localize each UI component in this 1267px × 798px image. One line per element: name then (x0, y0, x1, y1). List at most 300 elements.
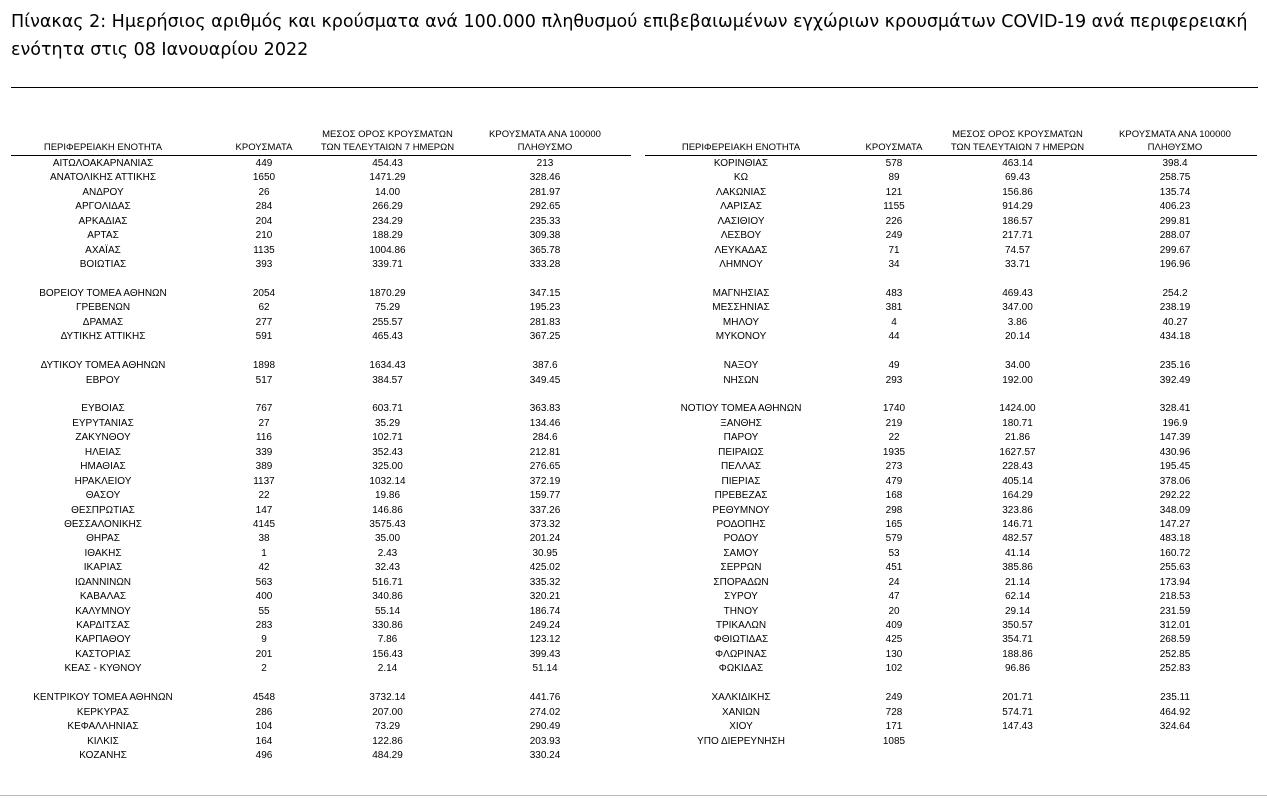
region-name-cell: ΛΗΜΝΟΥ (719, 259, 763, 271)
cases-cell: 53 (888, 547, 900, 559)
table-row (0, 215, 640, 229)
cases-cell: 104 (255, 721, 273, 733)
table-row (0, 532, 640, 546)
avg-7day-cell: 340.86 (372, 591, 403, 603)
per100k-cell: 281.83 (529, 316, 561, 328)
region-name-cell: ΗΡΑΚΛΕΙΟΥ (74, 475, 132, 487)
region-name-cell: ΘΗΡΑΣ (86, 533, 120, 545)
per100k-cell: 398.4 (1162, 158, 1188, 169)
region-name-cell: ΥΠΟ ΔΙΕΡΕΥΝΗΣΗ (697, 735, 785, 747)
region-name-cell: ΑΝΔΡΟΥ (82, 186, 124, 198)
avg-7day-cell: 122.86 (372, 735, 403, 747)
table-row (640, 374, 1267, 388)
table-row (0, 648, 640, 662)
cases-cell: 389 (255, 461, 273, 473)
avg-7day-cell: 1870.29 (369, 287, 406, 299)
region-name-cell: ΙΘΑΚΗΣ (84, 547, 122, 559)
per100k-cell: 203.93 (529, 735, 561, 747)
avg-7day-cell: 74.57 (1004, 244, 1031, 256)
per100k-cell: 328.46 (529, 172, 561, 184)
avg-7day-cell: 1627.57 (999, 446, 1036, 458)
avg-7day-cell: 29.14 (1004, 605, 1031, 617)
table-row (640, 200, 1267, 214)
avg-7day-cell: 69.43 (1004, 172, 1031, 184)
table-row (640, 662, 1267, 676)
avg-7day-cell: 325.00 (372, 461, 403, 473)
cases-cell: 1650 (252, 172, 276, 184)
avg-7day-cell: 32.43 (374, 562, 401, 574)
cases-cell: 496 (255, 749, 273, 761)
page-bottom-edge (0, 795, 1267, 796)
region-name-cell: ΑΡΚΑΔΙΑΣ (78, 215, 128, 227)
per100k-cell: 348.09 (1159, 504, 1191, 516)
cases-cell: 22 (258, 490, 270, 502)
table-row (0, 489, 640, 503)
cases-cell: 20 (888, 605, 900, 617)
cases-cell: 38 (258, 533, 270, 545)
region-name-cell: ΑΧΑΪΑΣ (85, 244, 121, 256)
region-name-cell: ΘΕΣΣΑΛΟΝΙΚΗΣ (64, 518, 142, 530)
cases-cell: 479 (885, 475, 903, 487)
avg-7day-cell: 20.14 (1004, 331, 1031, 343)
per100k-cell: 213 (536, 158, 554, 169)
cases-cell: 339 (255, 446, 273, 458)
table-row (0, 200, 640, 214)
cases-cell: 1740 (882, 403, 906, 415)
region-name-cell: ΕΒΡΟΥ (85, 374, 121, 386)
cases-cell: 578 (885, 158, 903, 169)
cases-cell: 71 (888, 244, 900, 256)
per100k-cell: 195.45 (1159, 461, 1191, 473)
avg-7day-cell: 21.86 (1004, 432, 1031, 444)
table-row (640, 576, 1267, 590)
per100k-cell: 290.49 (529, 721, 561, 733)
avg-7day-cell: 62.14 (1004, 591, 1031, 603)
table-row (640, 316, 1267, 330)
region-name-cell: ΗΛΕΙΑΣ (84, 446, 122, 458)
table-row (0, 633, 640, 647)
cases-cell: 293 (885, 374, 903, 386)
avg-7day-cell: 21.14 (1004, 576, 1031, 588)
table-row (0, 171, 640, 185)
avg-7day-cell: 217.71 (1002, 230, 1033, 242)
table-row (640, 287, 1267, 301)
left-table-body (0, 157, 640, 763)
region-name-cell: ΕΥΡΥΤΑΝΙΑΣ (72, 417, 134, 429)
region-name-cell: ΚΑΡΠΑΘΟΥ (75, 634, 131, 646)
per100k-cell: 40.27 (1162, 316, 1188, 328)
per100k-cell: 235.16 (1159, 360, 1191, 372)
region-name-cell: ΣΥΡΟΥ (724, 591, 758, 603)
per100k-cell: 255.63 (1159, 562, 1191, 574)
per100k-cell: 406.23 (1159, 201, 1191, 213)
avg-7day-cell: 1424.00 (999, 403, 1036, 415)
per100k-cell: 324.64 (1159, 721, 1191, 733)
cases-cell: 47 (888, 591, 900, 603)
cases-cell: 102 (885, 663, 903, 675)
table-row (640, 648, 1267, 662)
per100k-cell: 252.85 (1159, 648, 1191, 660)
table-row (0, 735, 640, 749)
table-row (0, 446, 640, 460)
region-name-cell: ΚΟΡΙΝΘΙΑΣ (713, 158, 769, 169)
per100k-cell: 218.53 (1159, 591, 1191, 603)
table-row (640, 229, 1267, 243)
per100k-cell: 276.65 (529, 461, 561, 473)
region-name-cell: ΜΗΛΟΥ (722, 316, 760, 328)
cases-cell: 165 (885, 518, 903, 530)
region-name-cell: ΝΗΣΩΝ (723, 374, 759, 386)
cases-cell: 1155 (883, 201, 905, 213)
table-row (640, 244, 1267, 258)
per100k-cell: 373.32 (529, 518, 561, 530)
avg-7day-cell: 7.86 (377, 634, 398, 646)
per100k-cell: 299.81 (1159, 215, 1191, 227)
table-row (640, 475, 1267, 489)
cases-cell: 728 (885, 706, 903, 718)
region-name-cell: ΞΑΝΘΗΣ (720, 417, 762, 429)
avg-7day-cell: 603.71 (372, 403, 403, 415)
cases-cell: 517 (255, 374, 273, 386)
cases-cell: 44 (888, 331, 900, 343)
avg-7day-cell: 384.57 (372, 374, 403, 386)
per100k-cell: 30.95 (532, 547, 558, 559)
table-row (0, 345, 640, 359)
per100k-cell: 365.78 (529, 244, 561, 256)
cases-cell: 1085 (882, 735, 906, 747)
per100k-cell: 434.18 (1159, 331, 1191, 343)
per100k-cell: 274.02 (529, 706, 561, 718)
table-row (640, 460, 1267, 474)
cases-cell: 767 (255, 403, 273, 415)
avg-7day-cell: 156.43 (372, 648, 403, 660)
right-header-avg-line2: ΤΩΝ ΤΕΛΕΥΤΑΙΩΝ 7 ΗΜΕΡΩΝ (950, 142, 1085, 153)
per100k-cell: 254.2 (1162, 287, 1188, 299)
cases-cell: 219 (885, 417, 903, 429)
table-row (0, 330, 640, 344)
avg-7day-cell: 14.00 (374, 186, 401, 198)
region-name-cell: ΧΑΝΙΩΝ (721, 706, 761, 718)
avg-7day-cell: 234.29 (372, 215, 403, 227)
cases-cell: 116 (256, 432, 272, 444)
avg-7day-cell: 266.29 (372, 201, 403, 213)
table-row (640, 691, 1267, 705)
table-row (640, 431, 1267, 445)
region-name-cell: ΜΕΣΣΗΝΙΑΣ (712, 302, 770, 314)
per100k-cell: 363.83 (529, 403, 561, 415)
cases-cell: 249 (885, 230, 903, 242)
title-divider (11, 87, 1258, 88)
cases-cell: 226 (885, 215, 903, 227)
per100k-cell: 135.74 (1159, 186, 1191, 198)
per100k-cell: 173.94 (1159, 576, 1191, 588)
cases-cell: 400 (255, 591, 273, 603)
avg-7day-cell: 75.29 (374, 302, 401, 314)
cases-cell: 34 (888, 259, 900, 271)
region-name-cell: ΚΕΡΚΥΡΑΣ (76, 706, 130, 718)
left-header-unit: ΠΕΡΙΦΕΡΕΙΑΚΗ ΕΝΟΤΗΤΑ (43, 142, 163, 153)
per100k-cell: 284.6 (532, 432, 558, 444)
per100k-cell: 186.74 (529, 605, 561, 617)
per100k-cell: 367.25 (529, 331, 561, 343)
per100k-cell: 399.43 (529, 648, 561, 660)
right-header-underline (645, 155, 1257, 156)
right-header-per100k-line1: ΚΡΟΥΣΜΑΤΑ ΑΝΑ 100000 (1119, 129, 1231, 140)
per100k-cell: 392.49 (1159, 374, 1191, 386)
region-name-cell: ΚΑΡΔΙΤΣΑΣ (76, 620, 130, 631)
avg-7day-cell: 482.57 (1002, 533, 1033, 545)
avg-7day-cell: 1004.86 (369, 244, 406, 256)
table-row (0, 229, 640, 243)
table-row (640, 605, 1267, 619)
table-row (0, 244, 640, 258)
table-row (640, 532, 1267, 546)
avg-7day-cell: 1032.14 (369, 475, 406, 487)
region-name-cell: ΘΑΣΟΥ (85, 490, 121, 502)
cases-cell: 483 (885, 287, 903, 299)
per100k-cell: 288.07 (1159, 230, 1191, 242)
cases-cell: 409 (885, 620, 903, 631)
per100k-cell: 333.28 (529, 259, 561, 271)
table-row (640, 706, 1267, 720)
per100k-cell: 299.67 (1159, 244, 1191, 256)
per100k-cell: 309.38 (529, 230, 561, 242)
avg-7day-cell: 207.00 (372, 706, 403, 718)
region-name-cell: ΦΩΚΙΔΑΣ (718, 663, 764, 675)
cases-cell: 451 (885, 562, 903, 574)
right-header-per100k-line2: ΠΛΗΘΥΣΜΟ (1147, 142, 1203, 153)
cases-cell: 277 (255, 316, 273, 328)
cases-cell: 26 (258, 186, 270, 198)
region-name-cell: ΛΕΣΒΟΥ (720, 230, 762, 242)
table-row (0, 186, 640, 200)
table-row (0, 157, 640, 171)
table-row (640, 720, 1267, 734)
region-name-cell: ΡΟΔΟΠΗΣ (716, 518, 766, 530)
table-row (0, 619, 640, 633)
per100k-cell: 349.45 (529, 374, 561, 386)
cases-cell: 563 (255, 576, 273, 588)
table-row (0, 504, 640, 518)
avg-7day-cell: 484.29 (372, 749, 403, 761)
per100k-cell: 335.32 (529, 576, 561, 588)
per100k-cell: 292.22 (1159, 490, 1191, 502)
table-row (640, 561, 1267, 575)
avg-7day-cell: 347.00 (1002, 302, 1033, 314)
cases-cell: 579 (885, 533, 903, 545)
table-row (0, 460, 640, 474)
region-name-cell: ΙΚΑΡΙΑΣ (83, 562, 123, 574)
table-row (640, 359, 1267, 373)
per100k-cell: 147.27 (1159, 518, 1191, 530)
region-name-cell: ΤΗΝΟΥ (723, 605, 759, 617)
cases-cell: 284 (255, 201, 273, 213)
avg-7day-cell: 146.71 (1002, 518, 1033, 530)
per100k-cell: 378.06 (1159, 475, 1191, 487)
table-row (640, 258, 1267, 272)
table-row (640, 547, 1267, 561)
per100k-cell: 201.24 (529, 533, 561, 545)
avg-7day-cell: 454.43 (372, 158, 403, 169)
region-name-cell: ΚΩ (733, 172, 749, 184)
table-row (640, 489, 1267, 503)
left-header-per100k-line2: ΠΛΗΘΥΣΜΟ (517, 142, 573, 153)
region-name-cell: ΒΟΙΩΤΙΑΣ (79, 259, 127, 271)
per100k-cell: 372.19 (529, 475, 561, 487)
avg-7day-cell: 228.43 (1002, 461, 1033, 473)
left-header-cases: ΚΡΟΥΣΜΑΤΑ (235, 142, 293, 153)
cases-cell: 381 (885, 302, 903, 314)
cases-cell: 22 (888, 432, 900, 444)
region-name-cell: ΦΛΩΡΙΝΑΣ (715, 648, 767, 660)
region-name-cell: ΑΡΤΑΣ (87, 230, 119, 242)
cases-cell: 171 (885, 721, 903, 733)
avg-7day-cell: 186.57 (1002, 215, 1033, 227)
cases-cell: 55 (258, 605, 270, 617)
cases-cell: 425 (885, 634, 903, 646)
table-row (0, 662, 640, 676)
avg-7day-cell: 55.14 (374, 605, 401, 617)
avg-7day-cell: 34.00 (1004, 360, 1031, 372)
table-row (0, 547, 640, 561)
table-row (0, 316, 640, 330)
avg-7day-cell: 405.14 (1002, 475, 1033, 487)
right-header-avg-line1: ΜΕΣΟΣ ΟΡΟΣ ΚΡΟΥΣΜΑΤΩΝ (952, 129, 1083, 140)
avg-7day-cell: 164.29 (1002, 490, 1033, 502)
per100k-cell: 238.19 (1159, 302, 1191, 314)
per100k-cell: 441.76 (529, 692, 561, 704)
region-name-cell: ΘΕΣΠΡΩΤΙΑΣ (71, 504, 135, 516)
per100k-cell: 387.6 (532, 360, 558, 372)
table-row (640, 330, 1267, 344)
table-row (0, 417, 640, 431)
table-row (0, 475, 640, 489)
region-name-cell: ΚΑΛΥΜΝΟΥ (75, 605, 131, 617)
region-name-cell: ΖΑΚΥΝΘΟΥ (75, 432, 131, 444)
avg-7day-cell: 574.71 (1002, 706, 1033, 718)
cases-cell: 121 (885, 186, 903, 198)
per100k-cell: 147.39 (1159, 432, 1191, 444)
avg-7day-cell: 41.14 (1004, 547, 1031, 559)
table-row (640, 504, 1267, 518)
per100k-cell: 195.23 (529, 302, 561, 314)
region-name-cell: ΔΡΑΜΑΣ (82, 316, 124, 328)
region-name-cell: ΠΕΛΛΑΣ (720, 461, 762, 473)
per100k-cell: 281.97 (529, 186, 561, 198)
cases-cell: 1898 (252, 360, 276, 372)
per100k-cell: 231.59 (1159, 605, 1191, 617)
region-name-cell: ΚΑΣΤΟΡΙΑΣ (75, 648, 131, 660)
avg-7day-cell: 339.71 (372, 259, 403, 271)
avg-7day-cell: 352.43 (372, 446, 403, 458)
per100k-cell: 160.72 (1159, 547, 1191, 559)
region-name-cell: ΔΥΤΙΚΟΥ ΤΟΜΕΑ ΑΘΗΝΩΝ (40, 360, 166, 372)
per100k-cell: 292.65 (529, 201, 561, 213)
table-row (640, 677, 1267, 691)
per100k-cell: 196.9 (1162, 417, 1188, 429)
table-row (0, 590, 640, 604)
region-name-cell: ΡΕΘΥΜΝΟΥ (712, 504, 770, 516)
cases-cell: 286 (255, 706, 273, 718)
cases-cell: 27 (258, 417, 270, 429)
per100k-cell: 258.75 (1159, 172, 1191, 184)
cases-cell: 1935 (882, 446, 906, 458)
table-row (0, 677, 640, 691)
cases-cell: 283 (255, 620, 273, 631)
avg-7day-cell: 180.71 (1002, 417, 1033, 429)
table-row (0, 576, 640, 590)
cases-cell: 9 (261, 634, 267, 646)
per100k-cell: 249.24 (529, 620, 561, 631)
cases-cell: 201 (255, 648, 273, 660)
cases-cell: 4145 (252, 518, 276, 530)
region-name-cell: ΑΡΓΟΛΙΔΑΣ (75, 201, 131, 213)
per100k-cell: 330.24 (529, 749, 561, 761)
table-row (640, 186, 1267, 200)
page-title: Πίνακας 2: Ημερήσιος αριθμός και κρούσματα ανά 100.000 πληθυσμού επιβεβαιωμένων εγχώριων κρουσμάτων COVID-19 ανά περιφερειακή ενότητα στις 08 Ιανουαρίου 2022 (11, 12, 1248, 60)
table-row (640, 215, 1267, 229)
cases-cell: 168 (885, 490, 903, 502)
per100k-cell: 235.11 (1160, 692, 1190, 704)
cases-cell: 249 (885, 692, 903, 704)
region-name-cell: ΜΥΚΟΝΟΥ (715, 331, 767, 343)
region-name-cell: ΠΑΡΟΥ (723, 432, 759, 444)
left-header-per100k-line1: ΚΡΟΥΣΜΑΤΑ ΑΝΑ 100000 (489, 129, 601, 140)
table-row (0, 720, 640, 734)
cases-cell: 89 (888, 172, 900, 184)
avg-7day-cell: 73.29 (374, 721, 401, 733)
cases-cell: 42 (258, 562, 270, 574)
cases-cell: 4548 (252, 692, 276, 704)
table-row (640, 518, 1267, 532)
cases-cell: 62 (258, 302, 270, 314)
avg-7day-cell: 146.86 (372, 504, 403, 516)
per100k-cell: 159.77 (529, 490, 561, 502)
table-row (0, 287, 640, 301)
table-row (0, 691, 640, 705)
cases-cell: 393 (255, 259, 273, 271)
avg-7day-cell: 469.43 (1002, 287, 1033, 299)
region-name-cell: ΛΑΡΙΣΑΣ (720, 201, 762, 213)
table-row (0, 258, 640, 272)
region-name-cell: ΚΕΝΤΡΙΚΟΥ ΤΟΜΕΑ ΑΘΗΝΩΝ (33, 692, 173, 704)
table-row (640, 388, 1267, 402)
region-name-cell: ΛΑΚΩΝΙΑΣ (715, 186, 767, 198)
per100k-cell: 134.46 (529, 417, 561, 429)
table-row (640, 157, 1267, 171)
table-row (640, 633, 1267, 647)
region-name-cell: ΚΕΑΣ - ΚΥΘΝΟΥ (64, 663, 142, 675)
table-row (0, 402, 640, 416)
cases-cell: 2054 (252, 287, 276, 299)
avg-7day-cell: 463.14 (1002, 158, 1033, 169)
avg-7day-cell: 516.71 (372, 576, 403, 588)
table-row (0, 301, 640, 315)
region-name-cell: ΣΑΜΟΥ (723, 547, 759, 559)
cases-cell: 2 (261, 663, 267, 675)
table-row (0, 431, 640, 445)
region-name-cell: ΙΩΑΝΝΙΝΩΝ (74, 576, 132, 588)
per100k-cell: 212.81 (529, 446, 561, 458)
table-row (640, 345, 1267, 359)
region-name-cell: ΜΑΓΝΗΣΙΑΣ (712, 287, 770, 299)
avg-7day-cell: 1634.43 (369, 360, 406, 372)
region-name-cell: ΠΙΕΡΙΑΣ (721, 475, 761, 487)
per100k-cell: 123.12 (529, 634, 561, 646)
cases-cell: 1135 (253, 244, 275, 256)
table-row (0, 359, 640, 373)
region-name-cell: ΧΑΛΚΙΔΙΚΗΣ (711, 692, 771, 704)
